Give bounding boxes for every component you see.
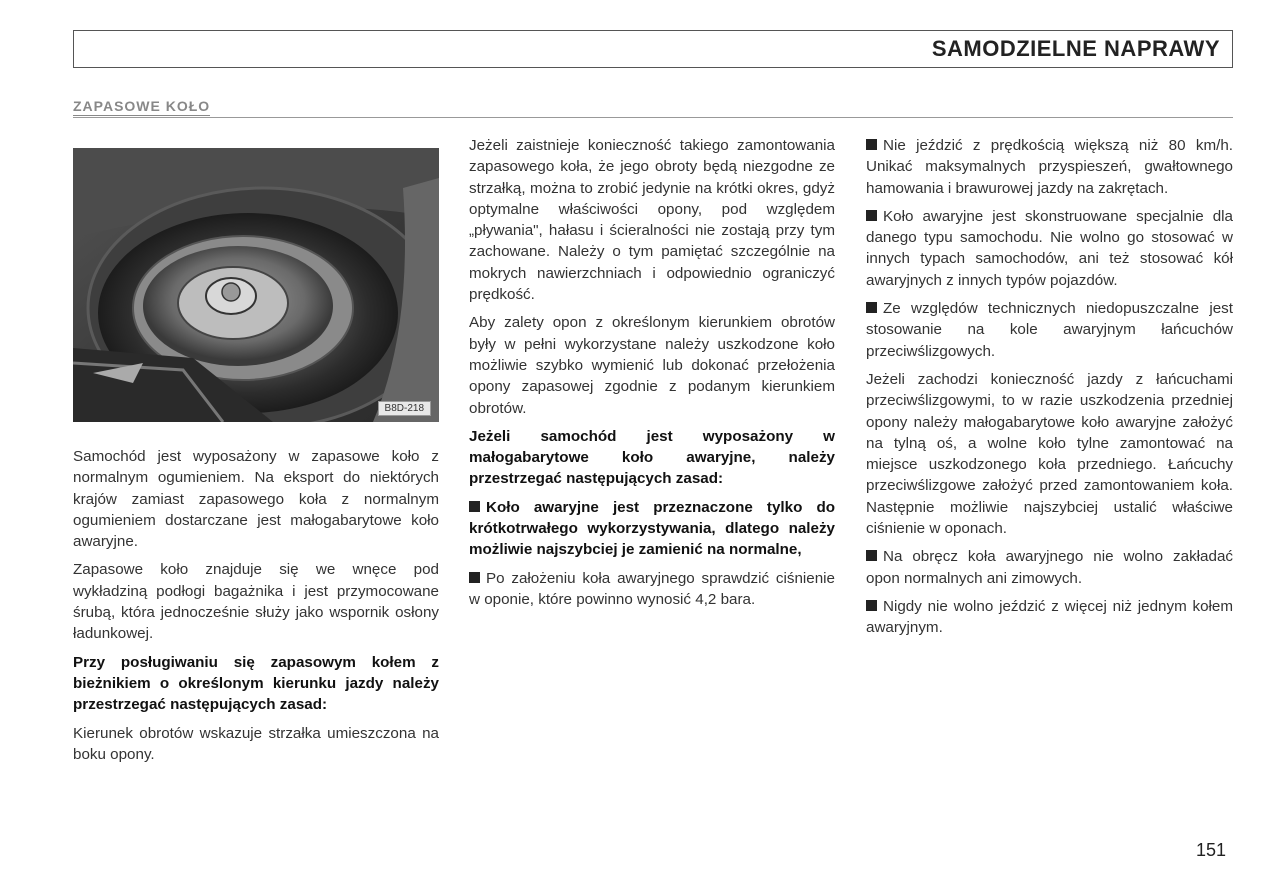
bullet-square-icon: [866, 550, 877, 561]
bullet-text: Nigdy nie wolno jeździć z więcej niż jednym kołem awaryjnym.: [866, 597, 1233, 637]
bold-paragraph: Przy posługiwaniu się zapasowym kołem z bieżnikiem o określonym kierunku jazdy należy przestrzegać następujących zasad:: [73, 653, 439, 714]
column-2: [469, 135, 835, 617]
paragraph: Jeżeli zaistnieje konieczność takiego zamontowania zapasowego koła, że jego obroty będą niezgodne ze strzałką, można to zrobić jedynie na krótki okres, gdyż optymalne właściwości opony, pod względem „pływania", hałasu i ścieralności nie zostają przy tym zachowane. Należy o tym pamiętać szczególnie na mokrych nawierzchniach i odpowiednio ograniczyć prędkość.: [469, 137, 835, 304]
page-number: 151: [1195, 840, 1226, 860]
header-title: SAMODZIELNE NAPRAWY: [931, 36, 1220, 61]
bullet-text: Nie jeździć z prędkością większą niż 80 km/h. Unikać maksymalnych przyspieszeń, gwałtownego hamowania i brawurowej jazdy na zakrętach.: [866, 137, 1233, 197]
bullet-paragraph: [469, 497, 835, 561]
page-header: [73, 30, 1233, 68]
bullet-square-icon: [866, 302, 877, 313]
section-title: ZAPASOWE KOŁO: [73, 98, 211, 114]
bullet-text: Koło awaryjne jest skonstruowane specjalnie dla danego typu samochodu. Nie wolno go stosować w innych typach samochodów, ani też stosować kół awaryjnych z innych typów pojazdów.: [866, 207, 1233, 289]
bullet-paragraph: [866, 135, 1233, 199]
paragraph: Samochód jest wyposażony w zapasowe koło z normalnym ogumieniem. Na eksport do niektórych krajów zamiast zapasowego koła z normalnym ogumieniem dostarczane jest małogabarytowe koło awaryjne.: [73, 448, 439, 551]
bullet-paragraph: [866, 546, 1233, 589]
bullet-text: Ze względów technicznych niedopuszczalne jest stosowanie na kole awaryjnym łańcuchów przeciwślizgowych.: [866, 300, 1233, 360]
bullet-square-icon: [469, 501, 480, 512]
bullet-square-icon: [866, 600, 877, 611]
bullet-paragraph: [866, 298, 1233, 362]
paragraph: Zapasowe koło znajduje się we wnęce pod wykładziną podłogi bagażnika i jest przymocowane śrubą, która jednocześnie służy jako wspornik osłony ładunkowej.: [73, 561, 439, 643]
bold-paragraph: Jeżeli samochód jest wyposażony w małogabarytowe koło awaryjne, należy przestrzegać następujących zasad:: [469, 427, 835, 488]
bullet-paragraph: [866, 206, 1233, 291]
bullet-text: Po założeniu koła awaryjnego sprawdzić ciśnienie w oponie, które powinno wynosić 4,2 bara.: [469, 569, 835, 608]
bullet-text: Na obręcz koła awaryjnego nie wolno zakładać opon normalnych ani zimowych.: [866, 548, 1233, 587]
bullet-square-icon: [866, 210, 877, 221]
bullet-paragraph: [866, 596, 1233, 639]
column-1: [73, 446, 439, 772]
bullet-text: Koło awaryjne jest przeznaczone tylko do krótkotrwałego wykorzystywania, dlatego należy możliwie najszybciej je zamienić na normalne,: [469, 498, 835, 559]
paragraph: Jeżeli zachodzi konieczność jazdy z łańcuchami przeciwślizgowymi, to w razie uszkodzenia przedniej opony należy małogabarytowe koło awaryjne założyć na tylną oś, a wolne koło tylne zamontować na miejsce uszkodzonego koła przedniego. Łańcuchy przeciwślizgowe założyć przed zamontowaniem koła. Następnie możliwie najszybciej ustalić właściwe ciśnienie w oponach.: [866, 370, 1233, 538]
section-divider: [73, 117, 1233, 118]
paragraph: Aby zalety opon z określonym kierunkiem obrotów były w pełni wykorzystane należy uszkodzone koło możliwie szybko wymienić lub dokonać przełożenia opony zapasowej zgodnie z podanym kierunkiem obrotów.: [469, 314, 835, 417]
bullet-paragraph: [469, 568, 835, 611]
column-3: [866, 135, 1233, 646]
spare-wheel-illustration: [73, 148, 439, 422]
bullet-square-icon: [469, 572, 480, 583]
spare-wheel-photo: [73, 148, 439, 422]
paragraph: Kierunek obrotów wskazuje strzałka umieszczona na boku opony.: [73, 724, 439, 763]
bullet-square-icon: [866, 139, 877, 150]
photo-code-label: B8D-218: [378, 401, 431, 416]
